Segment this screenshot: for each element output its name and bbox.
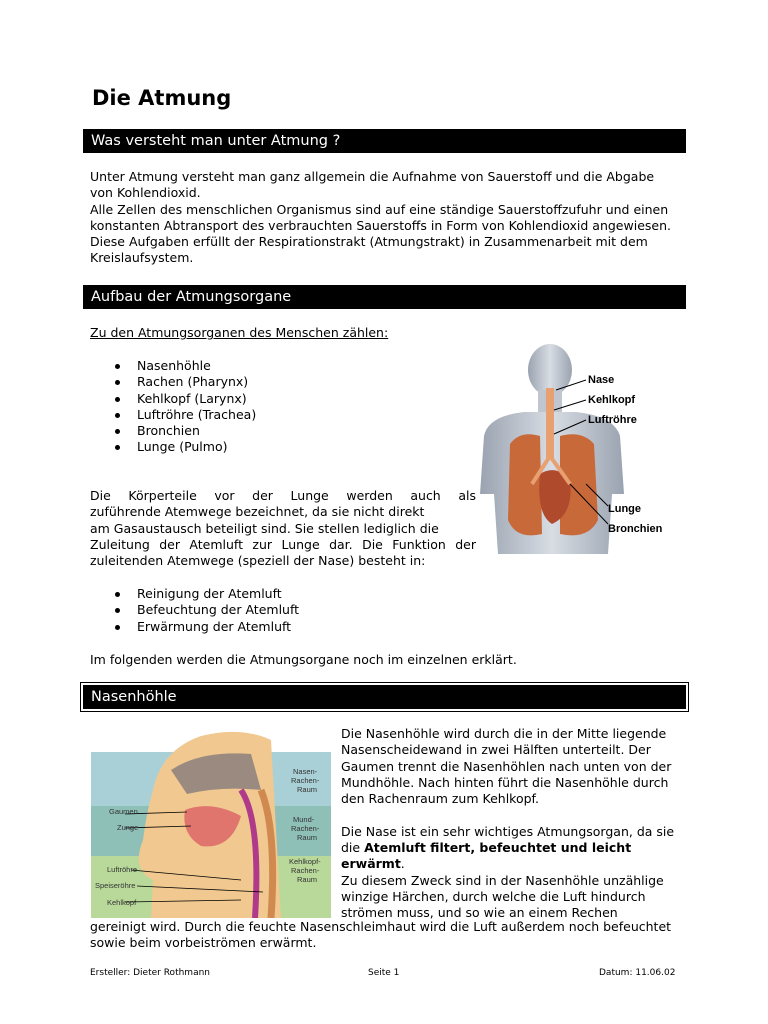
section-heading-nasenhoehle: Nasenhöhle	[83, 685, 686, 709]
figure-label-kehlkopf-rachen: Kehlkopf-	[289, 857, 321, 866]
figure-label-bronchien: Bronchien	[608, 523, 663, 535]
footer-date: Datum: 11.06.02	[599, 968, 676, 978]
nasal-text-lower	[90, 919, 690, 952]
list-item: Reinigung der Atemluft	[90, 586, 390, 602]
text-line: Unter Atmung versteht man ganz allgemein die Aufnahme von Sauerstoff und die Abgabe	[90, 169, 655, 184]
closing-sentence: Im folgenden werden die Atmungsorgane noch im einzelnen erklärt.	[90, 652, 517, 667]
list-item: Luftröhre (Trachea)	[90, 407, 390, 423]
text-line: von Kohlendioxid.	[90, 185, 201, 201]
section1-text	[90, 169, 690, 267]
text-fragment: die	[341, 840, 365, 856]
figure-label-kehlkopf: Kehlkopf	[588, 394, 636, 406]
footer-page: Seite 1	[368, 968, 400, 978]
list-item: Befeuchtung der Atemluft	[90, 602, 390, 618]
figure-label-nasen-rachen: Raum	[297, 785, 318, 794]
text-line: Nasenscheidewand in zwei Hälften unterteilt. Der	[341, 742, 651, 758]
figure-label-mund-rachen: Raum	[297, 833, 318, 842]
text-line: Die Körperteile vor der Lunge werden auch als	[90, 488, 476, 503]
text-line: gereinigt wird. Durch die feuchte Nasenschleimhaut wird die Luft außerdem noch befeuchtet	[90, 919, 672, 934]
text-line: Die Nasenhöhle wird durch die in der Mitte liegende	[341, 726, 667, 741]
figure-label-kehlkopf: Kehlkopf	[107, 898, 137, 907]
emphasis: erwärmt	[341, 856, 401, 872]
page-title: Die Atmung	[92, 86, 232, 110]
figure-label-nasen-rachen: Rachen-	[291, 776, 320, 785]
text-line: sowie beim vorbeiströmen erwärmt.	[90, 935, 317, 951]
nasal-cavity-figure	[91, 730, 331, 918]
figure-label-luftroehre: Luftröhre	[588, 414, 637, 426]
list-item: Nasenhöhle	[90, 358, 390, 374]
figure-label-nase: Nase	[588, 374, 615, 386]
text-line: am Gasaustausch beteiligt sind. Sie stellen lediglich die	[90, 520, 439, 536]
figure-label-kehlkopf-rachen: Rachen-	[291, 866, 320, 875]
left-lung-shape	[508, 434, 542, 535]
organs-intro: Zu den Atmungsorganen des Menschen zählen:	[90, 325, 389, 340]
text-line: konstanten Abtransport des verbrauchten Sauerstoffs in Form von Kohlendioxid angewiesen.	[90, 217, 671, 233]
list-item: Rachen (Pharynx)	[90, 374, 390, 390]
figure-label-luftroehre: Luftröhre	[107, 865, 138, 874]
text-line	[341, 856, 681, 872]
emphasis: Atemluft filtert, befeuchtet und leicht	[364, 840, 632, 856]
text-line: zuführende Atemwege bezeichnet, da sie nicht direkt	[90, 504, 425, 520]
figure-label-speiseroehre: Speiseröhre	[95, 881, 136, 890]
text-line: Kreislaufsystem.	[90, 250, 194, 266]
text-fragment: .	[400, 856, 405, 872]
text-line: den Rachenraum zum Kehlkopf.	[341, 791, 540, 807]
text-line: Mundhöhle. Nach hinten führt die Nasenhöhle durch	[341, 774, 669, 790]
text-line: winzige Härchen, durch welche die Luft hindurch	[341, 888, 646, 904]
text-line: Gaumen trennt die Nasenhöhlen nach unten von der	[341, 758, 672, 774]
text-line: strömen muss, und so wie an einem Rechen	[341, 905, 618, 921]
figure-label-gaumen: Gaumen	[109, 807, 138, 816]
text-line: Diese Aufgaben erfüllt der Respirationstrakt (Atmungstrakt) in Zusammenarbeit mit dem	[90, 234, 648, 250]
list-item: Lunge (Pulmo)	[90, 439, 390, 455]
figure-label-mund-rachen: Mund-	[293, 815, 315, 824]
text-line: zuleitenden Atemwege (speziell der Nase) besteht in:	[90, 553, 426, 569]
list-item: Erwärmung der Atemluft	[90, 619, 390, 635]
figure-label-lunge: Lunge	[608, 503, 641, 515]
list-item: Kehlkopf (Larynx)	[90, 391, 390, 407]
function-list	[90, 586, 390, 635]
text-line: Die Nase ist ein sehr wichtiges Atmungsorgan, da sie	[341, 823, 675, 839]
text-line	[341, 840, 681, 856]
text-line: Zu diesem Zweck sind in der Nasenhöhle unzählige	[341, 872, 664, 888]
footer-author: Ersteller: Dieter Rothmann	[90, 968, 210, 978]
airways-description	[90, 488, 476, 569]
figure-label-kehlkopf-rachen: Raum	[297, 875, 318, 884]
section-heading-aufbau: Aufbau der Atmungsorgane	[83, 285, 686, 309]
figure-label-mund-rachen: Rachen-	[291, 824, 320, 833]
section-heading-atmung: Was versteht man unter Atmung ?	[83, 129, 686, 153]
trachea-shape	[546, 388, 554, 458]
organ-list	[90, 358, 390, 456]
list-item: Bronchien	[90, 423, 390, 439]
respiratory-organs-figure	[474, 344, 674, 560]
spacer	[341, 807, 681, 823]
figure-label-zunge: Zunge	[117, 823, 139, 832]
text-line: Zuleitung der Atemluft zur Lunge dar. Die Funktion der	[90, 536, 476, 552]
text-line: Alle Zellen des menschlichen Organismus sind auf eine ständige Sauerstoffzufuhr und einen	[90, 201, 669, 217]
figure-label-nasen-rachen: Nasen-	[293, 767, 318, 776]
nasal-text-upper	[341, 726, 681, 922]
